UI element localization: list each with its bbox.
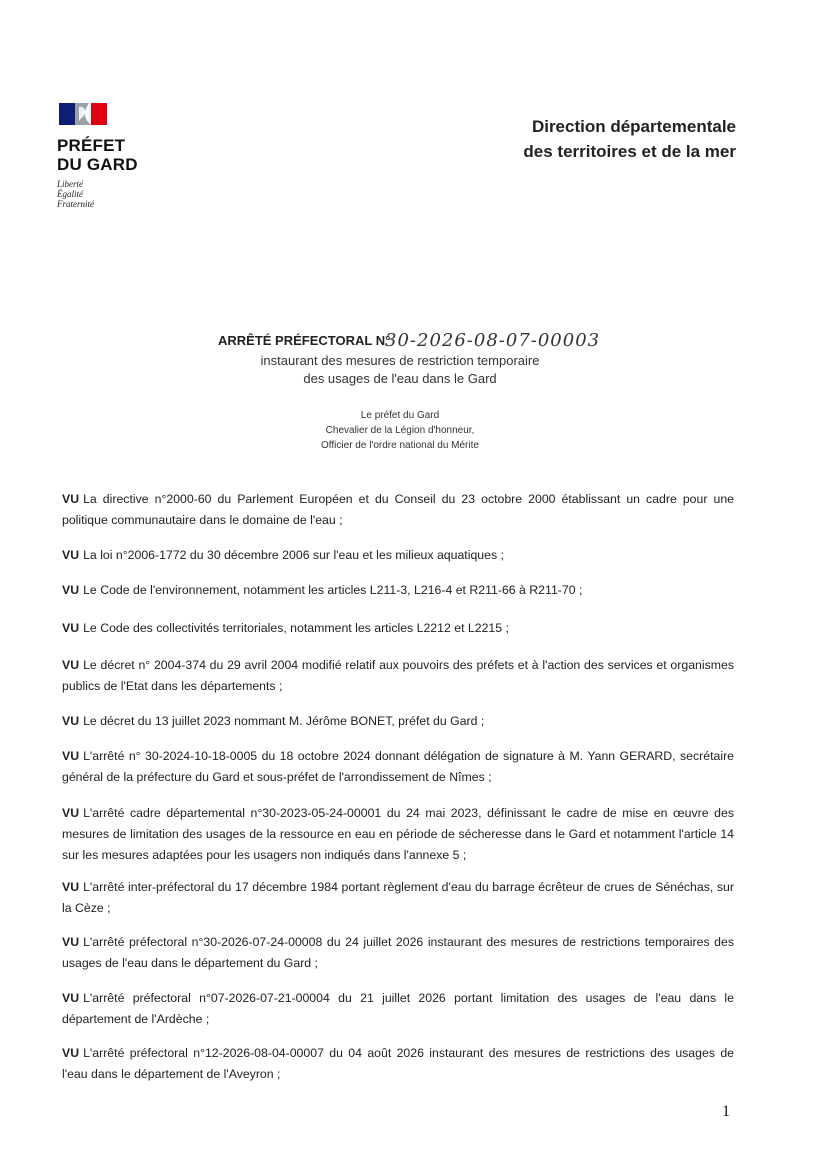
visa-text: L'arrêté préfectoral n°30-2026-07-24-00008 du 24 juillet 2026 instaurant des mesures de restrictions temporaires des usages de l'eau dans le département du Gard ; [62, 935, 734, 970]
motto-fraternite: Fraternité [57, 199, 94, 209]
motto-egalite: Égalité [57, 189, 83, 199]
vu-label: VU [62, 806, 80, 820]
visa-text: L'arrêté préfectoral n°12-2026-08-04-00007 du 04 août 2026 instaurant des mesures de restrictions des usages de l'eau dans le département de l'Aveyron ; [62, 1046, 734, 1081]
visa-paragraph [62, 618, 734, 639]
visa-paragraph [62, 580, 734, 601]
subtitle-line1: instaurant des mesures de restriction temporaire [260, 353, 540, 368]
vu-label: VU [62, 880, 80, 894]
direction-line1: Direction départementale [531, 117, 736, 136]
visa-text: L'arrêté n° 30-2024-10-18-0005 du 18 octobre 2024 donnant délégation de signature à M. Yann GERARD, secrétaire général de la préfecture du Gard et sous-préfet de l'arrondissement de Nîmes ; [62, 749, 734, 784]
prefect-block [250, 408, 550, 453]
visa-paragraph [62, 932, 734, 974]
vu-label: VU [62, 492, 80, 506]
decree-title: ARRÊTÉ PRÉFECTORAL N° [218, 333, 391, 348]
visa-paragraph [62, 746, 734, 788]
decree-number-handwritten: 30-2026-08-07-00003 [385, 330, 601, 351]
direction-line2: des territoires et de la mer [523, 142, 736, 161]
motto-liberte: Liberté [57, 179, 83, 189]
visa-text: La loi n°2006-1772 du 30 décembre 2006 sur l'eau et les milieux aquatiques ; [83, 548, 504, 562]
vu-label: VU [62, 749, 80, 763]
page-number: 1 [722, 1103, 730, 1120]
direction-header [456, 114, 736, 164]
marianne-flag-icon [59, 103, 107, 125]
vu-label: VU [62, 935, 80, 949]
subtitle-line2: des usages de l'eau dans le Gard [303, 371, 497, 386]
logo-name-line1: PRÉFET [57, 136, 126, 155]
visa-paragraph [62, 877, 734, 919]
vu-label: VU [62, 658, 80, 672]
prefect-line3: Officier de l'ordre national du Mérite [321, 440, 479, 451]
visa-text: Le Code des collectivités territoriales, notamment les articles L2212 et L2215 ; [83, 621, 509, 635]
visa-paragraph [62, 803, 734, 866]
vu-label: VU [62, 548, 80, 562]
visa-text: L'arrêté inter-préfectoral du 17 décembre 1984 portant règlement d'eau du barrage écrêteur de crues de Sénéchas, sur la Cèze ; [62, 880, 734, 915]
prefect-line1: Le préfet du Gard [360, 410, 440, 421]
visa-text: Le Code de l'environnement, notamment les articles L211-3, L216-4 et R211-66 à R211-70 ; [83, 583, 583, 597]
visa-paragraph [62, 489, 734, 531]
visa-text: Le décret du 13 juillet 2023 nommant M. Jérôme BONET, préfet du Gard ; [83, 714, 485, 728]
visa-text: L'arrêté préfectoral n°07-2026-07-21-00004 du 21 juillet 2026 portant limitation des usages de l'eau dans le département de l'Ardèche ; [62, 991, 734, 1026]
vu-label: VU [62, 621, 80, 635]
visa-paragraph [62, 711, 734, 732]
visa-paragraph [62, 545, 734, 566]
logo-name-line2: DU GARD [57, 155, 138, 174]
visa-paragraph [62, 655, 734, 697]
vu-label: VU [62, 583, 80, 597]
vu-label: VU [62, 991, 80, 1005]
visa-text: Le décret n° 2004-374 du 29 avril 2004 modifié relatif aux pouvoirs des préfets et à l'action des services et organismes publics de l'Etat dans les départements ; [62, 658, 734, 693]
republic-motto [57, 179, 177, 209]
visa-paragraph [62, 988, 734, 1030]
vu-label: VU [62, 1046, 80, 1060]
visa-text: La directive n°2000-60 du Parlement Européen et du Conseil du 23 octobre 2000 établissant un cadre pour une politique communautaire dans le domaine de l'eau ; [62, 492, 734, 527]
prefet-logo [57, 103, 177, 209]
visa-paragraph [62, 1043, 734, 1085]
prefect-line2: Chevalier de la Légion d'honneur, [325, 425, 475, 436]
visa-text: L'arrêté cadre départemental n°30-2023-05-24-00001 du 24 mai 2023, définissant le cadre de mise en œuvre des mesures de limitation des usages de la ressource en eau en période de sécheresse dans le Gard et notamment l'article 14 sur les mesures adaptées pour les usagers non indiqués dans l'annexe 5 ; [62, 806, 734, 862]
vu-label: VU [62, 714, 80, 728]
decree-subtitle [200, 352, 600, 388]
